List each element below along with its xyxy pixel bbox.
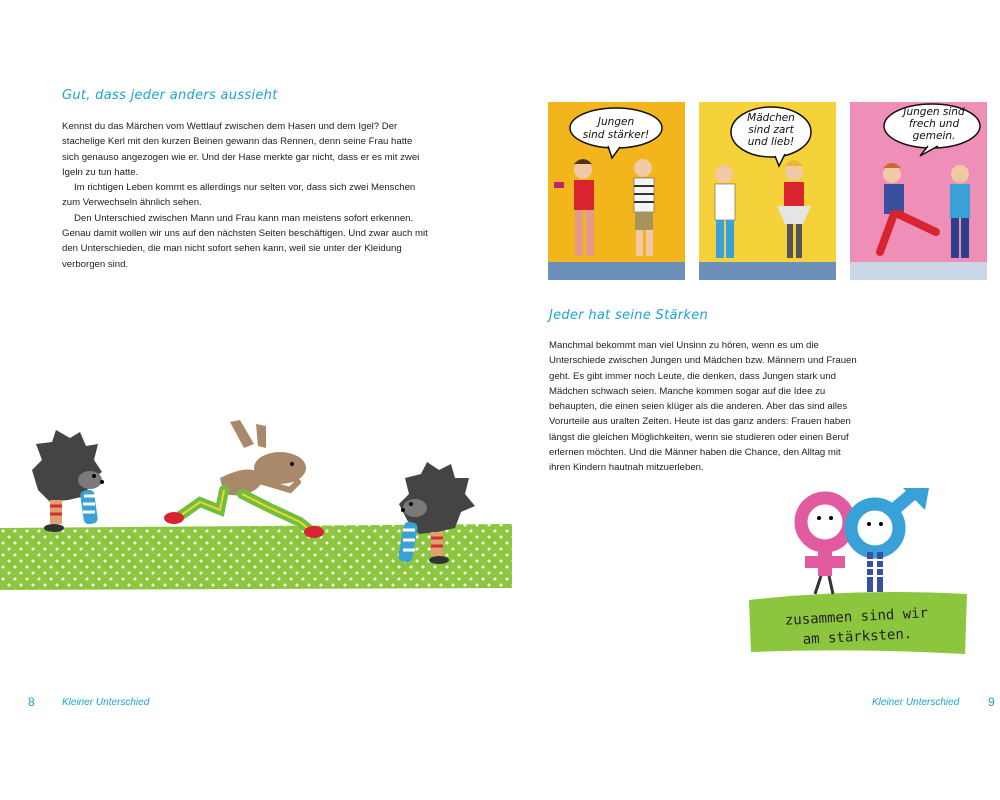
- left-paragraph-2: Im richtigen Leben kommt es allerdings nur selten vor, dass sich zwei Menschen zum Verwechseln ähnlich sehen.: [62, 182, 416, 209]
- left-page-number: 8: [28, 695, 35, 709]
- motto-line-2: am stärksten.: [802, 626, 913, 648]
- male-symbol: [851, 488, 929, 592]
- right-body: [549, 338, 859, 476]
- comic-panel-3: [850, 102, 987, 280]
- panel-1-line-1: Jungen: [597, 116, 635, 128]
- female-symbol: [801, 498, 849, 594]
- panel-3-line-2: frech und: [908, 118, 960, 130]
- girl-figure: [880, 163, 936, 252]
- hedgehog-left: [32, 430, 104, 532]
- left-body: [62, 119, 430, 272]
- right-heading: Jeder hat seine Stärken: [549, 308, 709, 323]
- left-footer: Kleiner Unterschied: [62, 697, 150, 708]
- right-footer: Kleiner Unterschied: [872, 697, 960, 708]
- panel-3-line-3: gemein.: [912, 130, 956, 142]
- left-paragraph-3: Den Unterschied zwischen Mann und Frau kann man meistens sofort erkennen. Genau damit wollen wir uns auf den nächsten Seiten beschäftigen. Und zwar auch mit den Unterschieden, die man nicht sofort sehen kann, weil sie unter der Kleidung verborgen sind.: [62, 212, 428, 270]
- boy-figure: [950, 165, 970, 258]
- left-paragraph-1: Kennst du das Märchen vom Wettlauf zwischen dem Hasen und dem Igel? Der stachelige Kerl mit den kurzen Beinen gewann das Rennen, denn seine Frau hatte sich genauso angezogen wie er. Und der Hase merkte gar nicht, dass er es mit zwei Igeln zu tun hatte.: [62, 121, 420, 178]
- left-heading: Gut, dass jeder anders aussieht: [62, 88, 278, 103]
- right-page-number: 9: [988, 695, 995, 709]
- girl-figure: [777, 160, 811, 258]
- panel-1-line-2: sind stärker!: [582, 129, 650, 141]
- race-illustration: [0, 420, 515, 595]
- hare: [164, 420, 324, 538]
- panel-2-line-2: sind zart: [748, 124, 794, 136]
- panel-3-line-1: Jungen sind: [903, 106, 965, 118]
- boy-figure: [634, 159, 654, 256]
- girl-figure: [554, 159, 594, 256]
- boy-figure: [715, 165, 735, 258]
- right-paragraph: Manchmal bekommt man viel Unsinn zu hören, wenn es um die Unterschiede zwischen Jungen und Mädchen bzw. Männern und Frauen geht. Es gibt immer noch Leute, die denken, dass Jungen stark und Mädchen schwach seien. Manche kommen sogar auf die Idee zu behaupten, die einen seien klüger als die anderen. Aber das sind alles Vorurteile aus uralten Zeiten. Heute ist das ganz anders: Frauen haben längst die gleichen Möglichkeiten, wenn sie studieren oder einen Beruf erlernen möchten. Und die Männer haben die Chance, den Alltag mit ihren Kindern hautnah mitzuerleben.: [549, 340, 857, 474]
- comic-panel-1: [548, 102, 685, 280]
- comic-panel-2: [699, 102, 836, 280]
- motto-line-1: zusammen sind wir: [784, 605, 929, 629]
- panel-2-line-3: und lieb!: [747, 136, 795, 148]
- panel-2-line-1: Mädchen: [747, 112, 795, 124]
